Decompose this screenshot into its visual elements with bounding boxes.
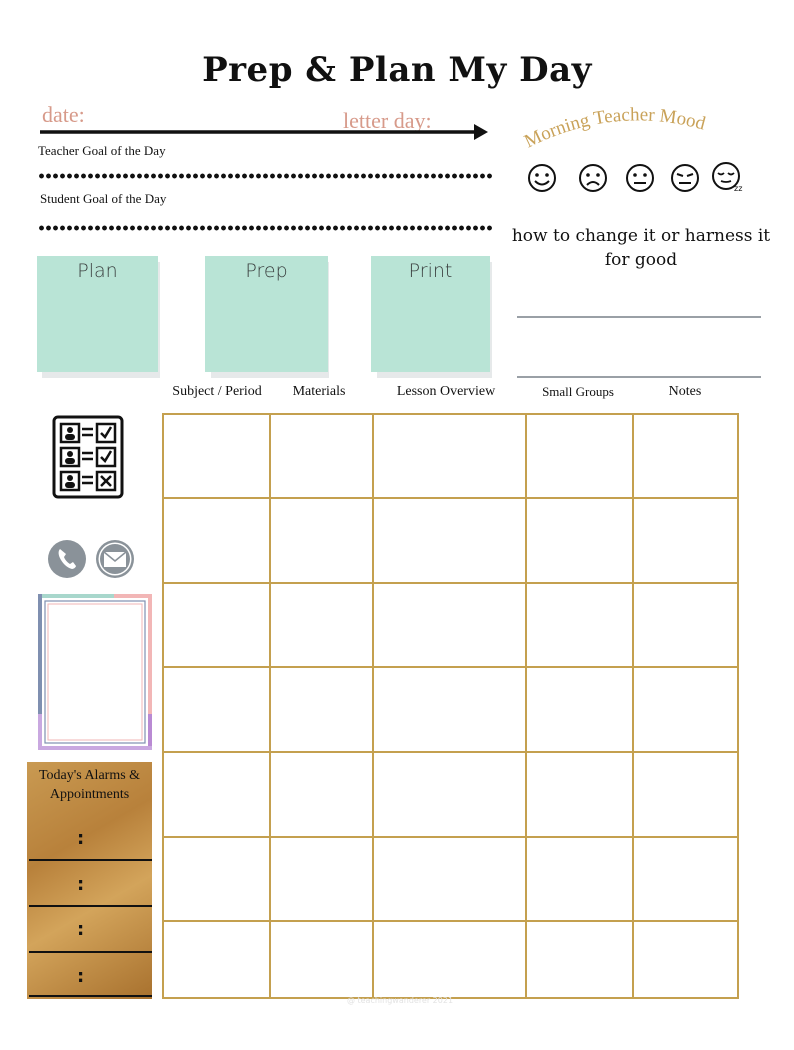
student-goal-line[interactable] xyxy=(38,224,494,232)
alarm-divider xyxy=(29,995,152,997)
mood-answer-line-2[interactable] xyxy=(517,376,761,378)
mood-answer-line-1[interactable] xyxy=(517,316,761,318)
mood-title xyxy=(520,98,750,158)
alarms-appointments-panel[interactable] xyxy=(27,762,152,999)
mood-title-text: Morning Teacher Mood xyxy=(521,104,708,153)
header-subject-period: Subject / Period xyxy=(172,384,262,399)
mood-prompt: how to change it or harness it for good xyxy=(511,226,771,270)
print-note-label: Print xyxy=(408,260,453,282)
alarm-slot-2[interactable]: : xyxy=(77,874,85,895)
header-small-groups: Small Groups xyxy=(542,384,614,399)
grid-row-divider xyxy=(164,497,737,499)
header-notes: Notes xyxy=(668,384,702,399)
header-materials: Materials xyxy=(292,384,346,399)
attendance-checklist-icon xyxy=(52,415,124,499)
plan-note[interactable] xyxy=(37,256,158,372)
lesson-plan-table[interactable] xyxy=(162,413,739,999)
svg-text:zz: zz xyxy=(734,184,743,193)
date-label: date: xyxy=(42,102,85,127)
alarm-divider xyxy=(29,951,152,953)
sleepy-face-icon[interactable] xyxy=(710,160,746,194)
grid-row-divider xyxy=(164,582,737,584)
prep-note[interactable] xyxy=(205,256,328,372)
grid-col-divider xyxy=(632,415,634,997)
alarms-title: Today's Alarms & Appointments xyxy=(38,768,141,802)
annoyed-face-icon[interactable] xyxy=(669,162,701,194)
grid-col-divider xyxy=(269,415,271,997)
happy-face-icon[interactable] xyxy=(526,162,558,194)
alarm-divider xyxy=(29,859,152,861)
phone-icon[interactable] xyxy=(47,539,87,579)
print-note[interactable] xyxy=(371,256,490,372)
watermark: @ teachingwanderer 2021 xyxy=(346,996,454,1005)
grid-col-divider xyxy=(372,415,374,997)
alarm-slot-4[interactable]: : xyxy=(77,966,85,987)
grid-row-divider xyxy=(164,836,737,838)
date-arrow-line xyxy=(40,122,490,142)
decorative-note-frame[interactable] xyxy=(36,592,154,752)
plan-note-label: Plan xyxy=(77,260,118,282)
grid-row-divider xyxy=(164,920,737,922)
teacher-goal-line[interactable] xyxy=(38,172,494,180)
mail-icon[interactable] xyxy=(95,539,135,579)
student-goal-label: Student Goal of the Day xyxy=(40,191,167,206)
letter-day-label: letter day: xyxy=(343,108,432,133)
grid-row-divider xyxy=(164,751,737,753)
teacher-goal-label: Teacher Goal of the Day xyxy=(38,143,166,158)
grid-col-divider xyxy=(525,415,527,997)
alarm-slot-1[interactable]: : xyxy=(77,828,85,849)
prep-note-label: Prep xyxy=(245,260,288,282)
grid-row-divider xyxy=(164,666,737,668)
neutral-face-icon[interactable] xyxy=(624,162,656,194)
alarm-slot-3[interactable]: : xyxy=(77,919,85,940)
svg-text:Morning Teacher Mood xyxy=(521,104,708,152)
header-lesson-overview: Lesson Overview xyxy=(396,384,496,399)
alarm-divider xyxy=(29,905,152,907)
page-title: Prep & Plan My Day xyxy=(202,50,592,90)
sad-face-icon[interactable] xyxy=(577,162,609,194)
